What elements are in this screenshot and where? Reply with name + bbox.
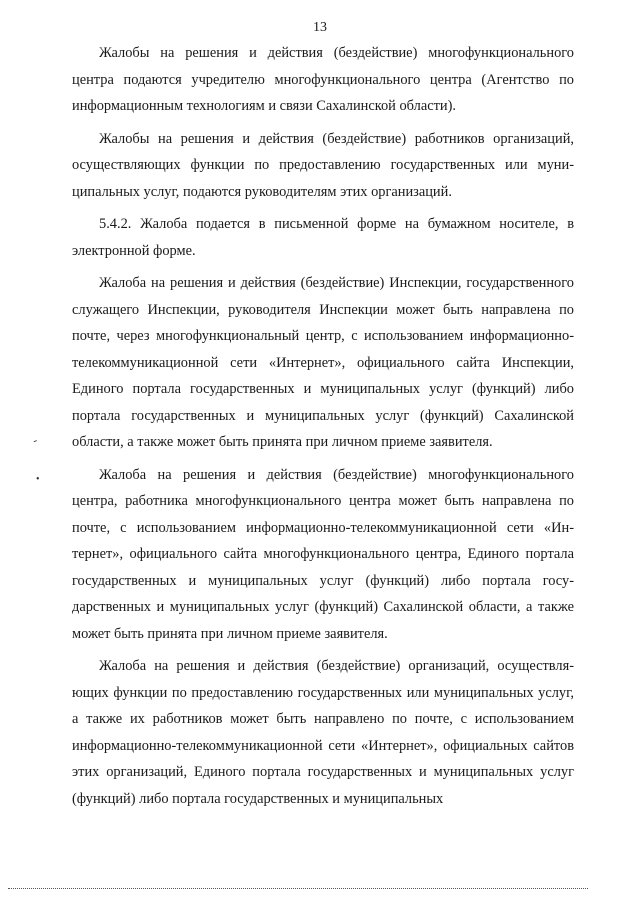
paragraph-organization-complaints-addressee: Жалобы на решения и действия (бездействие) работников организаций, осуществляющих функции по предоставлению государственных или муниципальных услуг, подаются руководителям этих организаций. — [72, 130, 574, 200]
scan-dot: • — [36, 474, 40, 485]
paragraph-complaint-form: 5.4.2. Жалоба подается в письменной форме на бумажном носителе, в электронной форме. — [72, 216, 574, 259]
document-body — [72, 40, 574, 812]
paragraph-inspection-complaint-channels: Жалоба на решения и действия (бездействие) Инспекции, государственного служащего Инспекции, руководителя Инспекции может быть направлена по почте, через многофункциональный центр, с использованием информационно-телекоммуникационной сети «Интернет», официального сайта Инспекции, Единого портала государственных и муниципальных услуг (функций) либо портала государственных и муниципальных услуг (функций) Сахалинской области, а также может быть принята при личном приеме заявителя. — [72, 275, 574, 450]
page-number: 13 — [313, 20, 327, 35]
scan-mark: ‐ — [30, 432, 40, 448]
paragraph-organization-complaint-channels: Жалоба на решения и действия (бездействие) организаций, осуществляющих функции по предоставлению государственных или муниципальных услуг, а также их работников может быть направлено по почте, с использованием информационно-телекоммуникационной сети «Интернет», официальных сайтов этих организаций, Единого портала государственных и муниципальных услуг (функций) либо портала государственных и муниципальных — [72, 658, 574, 807]
paragraph-mfc-complaints-addressee: Жалобы на решения и действия (бездействие) многофункционального центра подаются учредителю многофункционального центра (Агентство по информационным технологиям и связи Сахалинской области). — [72, 45, 574, 114]
bottom-scan-line — [8, 888, 588, 889]
paragraph-mfc-complaint-channels: Жалоба на решения и действия (бездействие) многофункционального центра, работника многофункционального центра может быть направлена по почте, с использованием информационно-телекоммуникационной сети «Интернет», официального сайта многофункционального центра, Единого портала государственных и муниципальных услуг (функций) либо портала государственных и муниципальных услуг (функций) Сахалинской области, а также может быть принята при личном приеме заявителя. — [72, 466, 574, 642]
